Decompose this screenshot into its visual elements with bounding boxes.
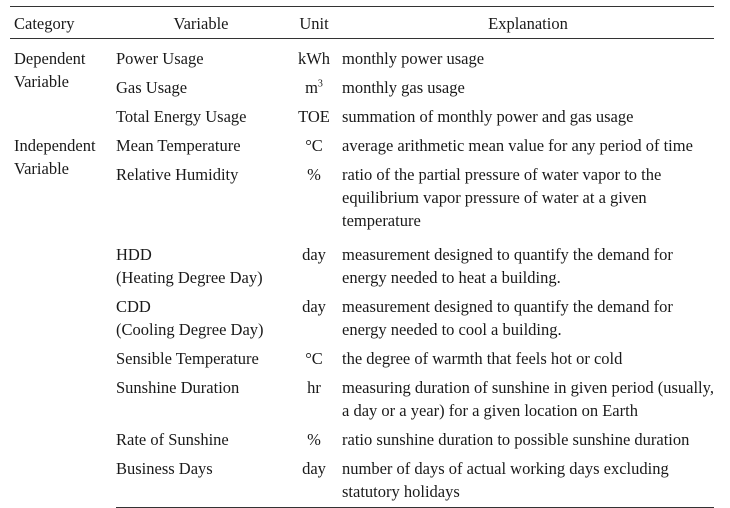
- table-row: [10, 39, 714, 74]
- explanation-text: number of days of actual working days excluding statutory holidays: [342, 459, 669, 501]
- variables-table: [10, 6, 714, 508]
- explanation-cell: [342, 39, 714, 74]
- explanation-text: ratio sunshine duration to possible sunshine duration: [342, 430, 690, 449]
- explanation-cell: [342, 102, 714, 131]
- header-explanation: Explanation: [342, 7, 714, 39]
- table-row: [10, 454, 714, 508]
- explanation-text: measurement designed to quantify the demand for energy needed to heat a building.: [342, 245, 673, 287]
- header-row: [10, 7, 714, 39]
- variable-name: Business Days: [116, 459, 213, 478]
- explanation-text: measuring duration of sunshine in given period (usually, a day or a year) for a given location on Earth: [342, 378, 714, 420]
- group-label-line2: Variable: [14, 72, 69, 91]
- unit-value: day: [302, 297, 326, 316]
- table-row: [10, 344, 714, 373]
- variable-name: Total Energy Usage: [116, 107, 247, 126]
- variable-cell: [116, 102, 286, 131]
- variable-cell: [116, 373, 286, 425]
- unit-cell: [286, 292, 342, 344]
- explanation-cell: [342, 73, 714, 102]
- variable-cell: [116, 39, 286, 74]
- unit-cell: [286, 235, 342, 292]
- unit-value: °C: [305, 136, 323, 155]
- variables-table-container: [10, 6, 714, 508]
- unit-value: hr: [307, 378, 321, 397]
- variable-name: Gas Usage: [116, 78, 188, 97]
- table-row: [10, 73, 714, 102]
- variable-name: Rate of Sunshine: [116, 430, 229, 449]
- unit-value: %: [307, 430, 321, 449]
- variable-name: Mean Temperature: [116, 136, 241, 155]
- table-body: [10, 39, 714, 508]
- unit-cell: [286, 425, 342, 454]
- unit-cell: [286, 344, 342, 373]
- variable-name: Sensible Temperature: [116, 349, 259, 368]
- unit-value: m: [305, 78, 318, 97]
- unit-value: kWh: [297, 49, 331, 68]
- explanation-text: ratio of the partial pressure of water vapor to the equilibrium vapor pressure of water at a given temperature: [342, 165, 662, 230]
- unit-cell: [286, 373, 342, 425]
- header-category: Category: [10, 7, 116, 39]
- variable-cell: [116, 73, 286, 102]
- unit-cell: [286, 131, 342, 160]
- variable-cell: [116, 425, 286, 454]
- explanation-text: summation of monthly power and gas usage: [342, 107, 634, 126]
- explanation-cell: [342, 131, 714, 160]
- unit-cell: [286, 73, 342, 102]
- table-row: [10, 373, 714, 425]
- variable-cell: [116, 292, 286, 344]
- variable-name-detail: (Heating Degree Day): [116, 268, 263, 287]
- table-row: [10, 425, 714, 454]
- group-independent: [10, 131, 116, 508]
- table-row: [10, 160, 714, 235]
- group-label-line2: Variable: [14, 159, 69, 178]
- explanation-cell: [342, 160, 714, 235]
- unit-cell: [286, 454, 342, 508]
- table-row: [10, 131, 714, 160]
- variable-name: Power Usage: [116, 49, 204, 68]
- explanation-cell: [342, 235, 714, 292]
- unit-cell: [286, 102, 342, 131]
- unit-cell: [286, 39, 342, 74]
- table-header: [10, 7, 714, 39]
- header-variable: Variable: [116, 7, 286, 39]
- variable-name: Relative Humidity: [116, 165, 239, 184]
- variable-cell: [116, 454, 286, 508]
- explanation-text: measurement designed to quantify the demand for energy needed to cool a building.: [342, 297, 673, 339]
- explanation-cell: [342, 373, 714, 425]
- variable-name-detail: (Cooling Degree Day): [116, 320, 264, 339]
- table-row: [10, 292, 714, 344]
- explanation-text: average arithmetic mean value for any period of time: [342, 136, 693, 155]
- group-label-line1: Independent: [14, 136, 96, 155]
- table-row: [10, 235, 714, 292]
- variable-cell: [116, 131, 286, 160]
- unit-value: day: [302, 459, 326, 478]
- unit-cell: [286, 160, 342, 235]
- unit-value: TOE: [298, 107, 330, 126]
- header-unit: Unit: [286, 7, 342, 39]
- variable-name: HDD: [116, 245, 152, 264]
- table-row: [10, 102, 714, 131]
- unit-superscript: 3: [317, 78, 323, 90]
- explanation-cell: [342, 344, 714, 373]
- group-label-line1: Dependent: [14, 49, 86, 68]
- explanation-cell: [342, 454, 714, 508]
- explanation-text: monthly gas usage: [342, 78, 465, 97]
- variable-cell: [116, 160, 286, 235]
- explanation-cell: [342, 425, 714, 454]
- variable-cell: [116, 344, 286, 373]
- variable-name: CDD: [116, 297, 151, 316]
- unit-value: day: [302, 245, 326, 264]
- variable-cell: [116, 235, 286, 292]
- group-dependent: [10, 39, 116, 132]
- explanation-cell: [342, 292, 714, 344]
- unit-value: %: [307, 165, 321, 184]
- explanation-text: monthly power usage: [342, 49, 485, 68]
- explanation-text: the degree of warmth that feels hot or cold: [342, 349, 623, 368]
- unit-value: °C: [305, 349, 323, 368]
- variable-name: Sunshine Duration: [116, 378, 240, 397]
